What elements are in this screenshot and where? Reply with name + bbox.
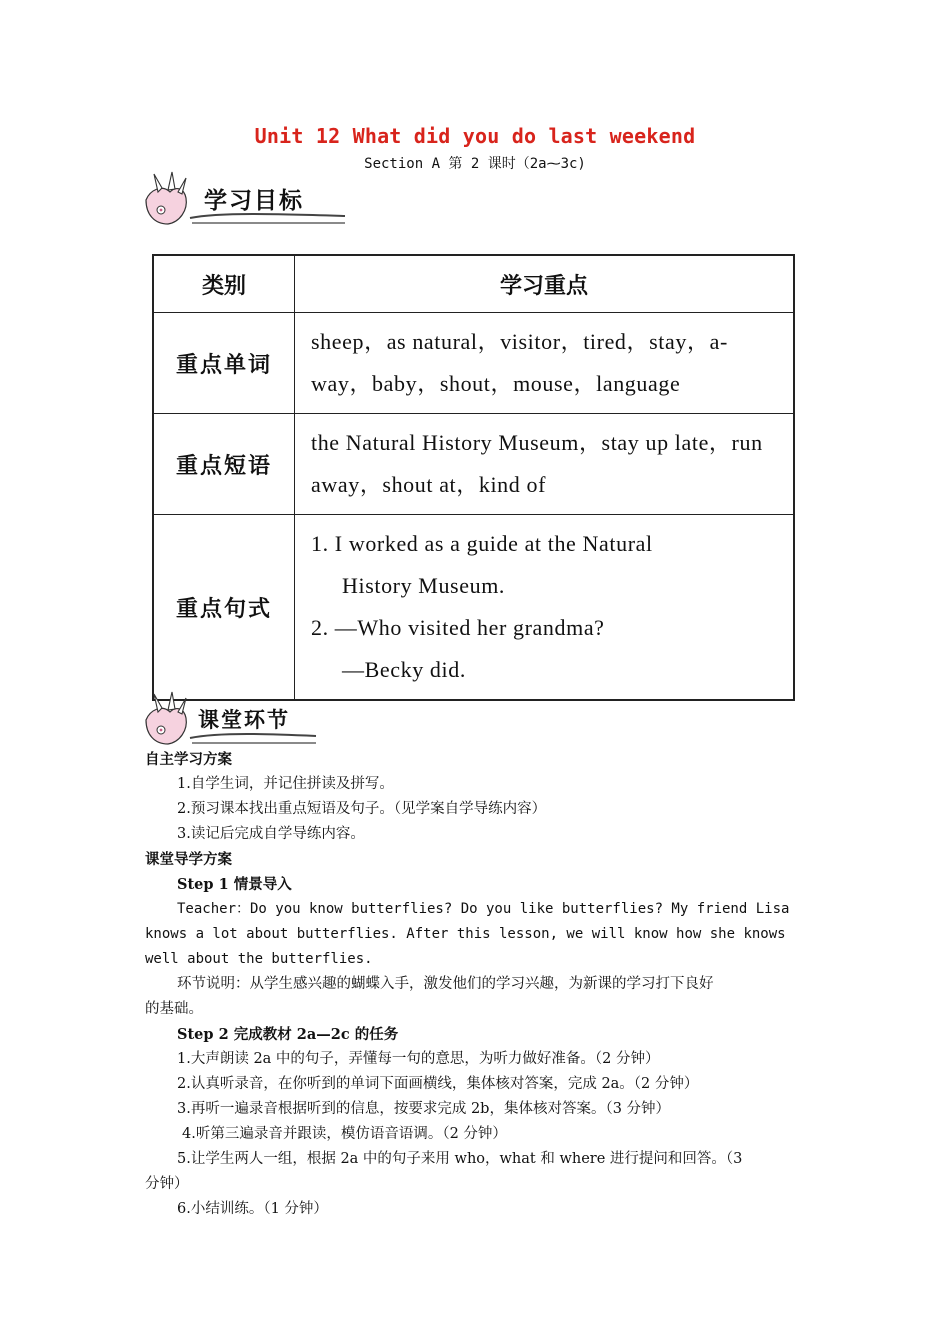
learning-goals-table	[152, 254, 795, 701]
row-content: the Natural History Museum，stay up late，run away，shout at，kind of	[295, 414, 795, 515]
list-item: 3.读记后完成自学导练内容。	[177, 826, 365, 842]
row-content: sheep，as natural，visitor，tired，stay，a-way，baby，shout，mouse，language	[295, 313, 795, 414]
table-header-category: 类别	[153, 255, 295, 313]
list-item: 2.预习课本找出重点短语及句子。（见学案自学导练内容）	[177, 801, 547, 817]
sentence-item: 2. —Who visited her grandma?	[311, 615, 605, 640]
step-heading: Step 2 完成教材 2a—2c 的任务	[177, 1026, 399, 1043]
note-line: 环节说明：从学生感兴趣的蝴蝶入手，激发他们的学习兴趣，为新课的学习打下良好	[177, 976, 714, 992]
classroom-banner-title: 课堂环节	[198, 708, 290, 732]
row-category: 重点短语	[153, 414, 295, 515]
row-category: 重点句式	[153, 515, 295, 701]
teacher-line: knows a lot about butterflies. After this lesson, we will know how she knows	[145, 926, 786, 942]
row-content	[295, 515, 795, 701]
section-heading: 课堂导学方案	[145, 851, 232, 868]
table-row	[153, 515, 794, 701]
step-heading: Step 1 情景导入	[177, 876, 292, 893]
goals-banner	[140, 170, 350, 228]
list-item: 2.认真听录音，在你听到的单词下面画横线，集体核对答案，完成 2a。（2 分钟）	[177, 1076, 699, 1092]
list-item: 6.小结训练。（1 分钟）	[177, 1201, 328, 1217]
sentence-item: —Becky did.	[342, 657, 466, 682]
classroom-content	[145, 747, 805, 1222]
list-item: 5.让学生两人一组，根据 2a 中的句子来用 who，what 和 where 进行提问和回答。（3	[177, 1151, 743, 1167]
section-heading: 自主学习方案	[145, 751, 232, 768]
list-item: 4.听第三遍录音并跟读，模仿语音语调。（2 分钟）	[182, 1126, 507, 1142]
table-header-focus: 学习重点	[295, 255, 795, 313]
sentence-item: History Museum.	[342, 573, 505, 598]
table-row	[153, 313, 794, 414]
note-line: 的基础。	[145, 1001, 203, 1017]
list-item: 分钟）	[145, 1176, 189, 1192]
list-item: 3.再听一遍录音根据听到的信息，按要求完成 2b，集体核对答案。（3 分钟）	[177, 1101, 671, 1117]
teacher-line: Teacher：Do you know butterflies? Do you like butterflies? My friend Lisa	[177, 901, 790, 917]
list-item: 1.自学生词，并记住拼读及拼写。	[177, 776, 394, 792]
teacher-line: well about the butterflies.	[145, 951, 373, 967]
sentence-item: 1. I worked as a guide at the Natural	[311, 531, 653, 556]
goals-banner-title: 学习目标	[204, 188, 304, 214]
row-category: 重点单词	[153, 313, 295, 414]
page-title: Unit 12 What did you do last weekend	[254, 124, 696, 148]
list-item: 1.大声朗读 2a 中的句子，弄懂每一句的意思，为听力做好准备。（2 分钟）	[177, 1051, 660, 1067]
classroom-banner	[140, 690, 320, 748]
page-subtitle: Section A 第 2 课时（2a⁓3c)	[364, 156, 586, 172]
table-row	[153, 414, 794, 515]
